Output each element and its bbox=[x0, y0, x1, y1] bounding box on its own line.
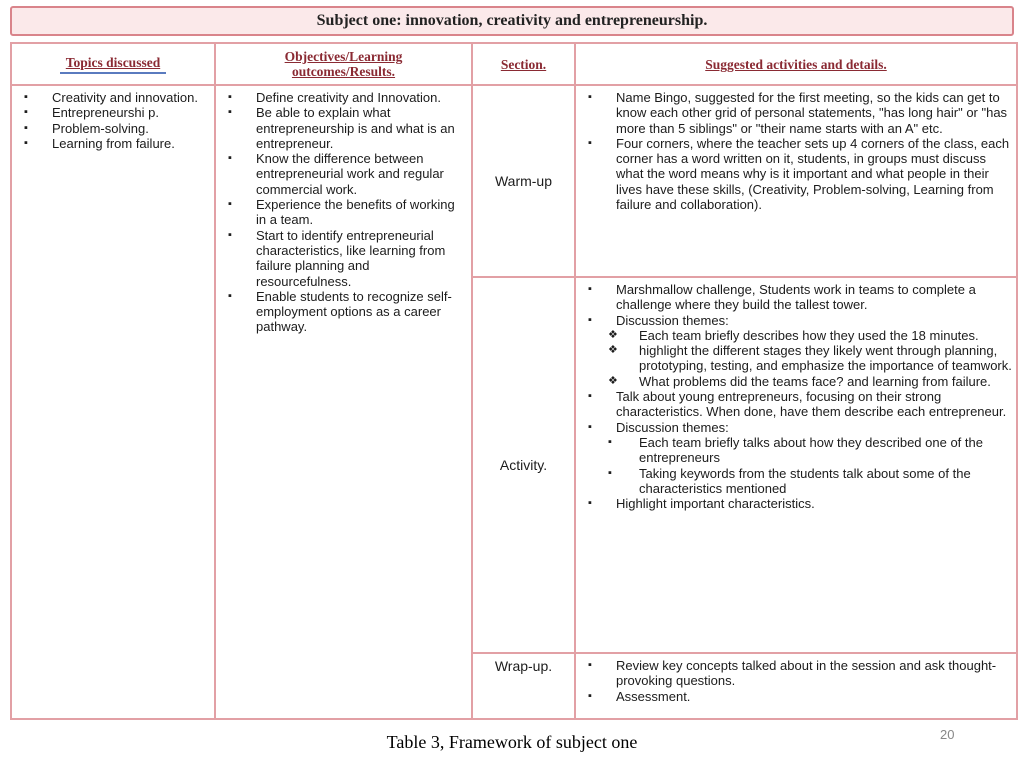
objective-item: ▪ Experience the benefits of working in a team. bbox=[228, 197, 465, 228]
wrapup-item: ▪ Review key concepts talked about in the session and ask thought-provoking questions. bbox=[588, 658, 1010, 689]
objectives-cell bbox=[215, 85, 472, 719]
wrapup-activities-cell bbox=[575, 653, 1017, 719]
warmup-item: ▪ Four corners, where the teacher sets up 4 corners of the class, each corner has a word written on it, students, in groups must discuss what the word means why is it important and what people in their lives have these skills, (Creativity, Problem-solving, Learning from failure and collaboration). bbox=[588, 136, 1010, 212]
warmup-item: ▪ Name Bingo, suggested for the first meeting, so the kids can get to know each other grid of personal statements, "has long hair" or "has more than 5 siblings" or "their name starts with an A" etc. bbox=[588, 90, 1010, 136]
topic-item: ▪ Problem-solving. bbox=[24, 121, 208, 136]
discussion-label: Discussion themes: bbox=[616, 312, 729, 328]
wrapup-item: ▪ Assessment. bbox=[588, 689, 1010, 704]
table-caption: Table 3, Framework of subject one bbox=[386, 732, 638, 752]
header-objectives: Objectives/Learning outcomes/Results. bbox=[215, 43, 472, 85]
section-wrapup: Wrap-up. bbox=[472, 653, 575, 719]
discussion-point: ❖ Each team briefly describes how they used the 18 minutes. bbox=[608, 328, 1016, 343]
discussion-point: ❖ highlight the different stages they likely went through planning, prototyping, testing, and emphasize the importance of teamwork. bbox=[608, 343, 1016, 374]
objective-item: ▪ Know the difference between entrepreneurial work and regular commercial work. bbox=[228, 151, 465, 197]
discussion-label: Discussion themes: bbox=[616, 419, 729, 435]
discussion-point: ❖ What problems did the teams face? and learning from failure. bbox=[608, 374, 1016, 389]
framework-table bbox=[10, 42, 1018, 720]
discussion-point: ▪ Each team briefly talks about how they described one of the entrepreneurs bbox=[608, 435, 1016, 466]
header-activities: Suggested activities and details. bbox=[575, 43, 1017, 85]
activity-item: ▪ Talk about young entrepreneurs, focusing on their strong characteristics. When done, have them describe each entrepreneur. bbox=[588, 389, 1010, 420]
activity-item bbox=[588, 313, 1010, 328]
page-number: 20 bbox=[940, 727, 955, 742]
topic-item: ▪ Creativity and innovation. bbox=[24, 90, 208, 105]
objective-item: ▪ Enable students to recognize self-employment options as a career pathway. bbox=[228, 289, 465, 335]
activity-item: ▪ Highlight important characteristics. bbox=[588, 496, 1010, 511]
header-row bbox=[11, 43, 1017, 85]
discussion-point: ▪ Taking keywords from the students talk about some of the characteristics mentioned bbox=[608, 466, 1016, 497]
header-section: Section. bbox=[472, 43, 575, 85]
subject-title-bar bbox=[10, 6, 1014, 36]
activity-activities-cell bbox=[575, 277, 1017, 653]
warmup-row bbox=[11, 85, 1017, 277]
warmup-activities-cell bbox=[575, 85, 1017, 277]
section-activity: Activity. bbox=[472, 277, 575, 653]
topic-item: ▪ Learning from failure. bbox=[24, 136, 208, 151]
objective-item: ▪ Be able to explain what entrepreneurship is and what is an entrepreneur. bbox=[228, 105, 465, 151]
topic-item: ▪ Entrepreneurshi p. bbox=[24, 105, 208, 120]
activity-item: ▪ Marshmallow challenge, Students work in teams to complete a challenge where they build the tallest tower. bbox=[588, 282, 1010, 313]
objective-item: ▪ Define creativity and Innovation. bbox=[228, 90, 465, 105]
topics-cell bbox=[11, 85, 215, 719]
subject-title: Subject one: innovation, creativity and entrepreneurship. bbox=[316, 12, 708, 29]
objective-item: ▪ Start to identify entrepreneurial characteristics, like learning from failure planning and resourcefulness. bbox=[228, 228, 465, 289]
activity-item bbox=[588, 420, 1010, 435]
header-topics: Topics discussed bbox=[11, 43, 215, 85]
section-warmup: Warm-up bbox=[472, 85, 575, 277]
